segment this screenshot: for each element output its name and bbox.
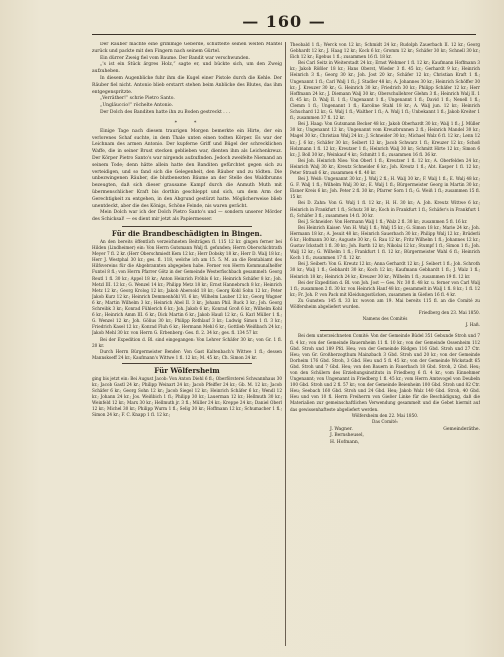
donation-list: Bei J. Haag: Von Gutsmann Becker 48 kr.; Jakob Oberhardt 30 kr.; Walj 1 fl.; J. Müller 30 kr.; Ungenannt 12 kr.; Ungenannt vom Kreuzbrunnen 2 fl.; Heinrich Mandel 30 kr.; Magel 30 kr.; Christian Walj 24 kr.; J. Schneider 30 kr.; Michael Walz 6 fl. 12 kr.; Lenn 12 kr.; J. 6 kr.; Schäfer 30 kr.; Seibert 12 kr.; Jacob Schwarz 1 fl.; Kreuzer 12 kr.; Schoß Holzmann 1 fl. 12 kr.; Kreutzer 1 fl.; Heinrich Walj 30 kr.; Schmitt Hirte 12 kr.; Simon 6 kr.; J. Boll 30 kr.; Weinkauf 4 kr.; Schmitt 1 fl.; zusammen 16 fl. 36 kr. [290, 121, 480, 157]
donation-list: ging bis jetzt ein: Bei August Jacob: Von Anton Diehl 6 fl.; Oberförsterei Schwannhaus 30 kr.; Jacob Gastl 24 kr.; Philipp Weinart 24 kr.; Jacob Pfeiffer 24 kr.; Gb. M. 12 kr.; Jacob Schäfer 6 kr.; Georg Sohn 12 kr.; Jacob Siegel 12 kr.; Heinrich Schäfer 6 kr.; Wendl 12 kr.; Johann 24 kr.; Jos. Weißbich 1 fl.; Philipp 30 kr.; Lauerman 12 kr.; Hellmuth 30 kr.; Weinfeld 12 kr.; Marx 30 kr.; Hellmuth jr. 3 fl.; Müller 24 kr.; Kreppe 24 kr.; Daniel Oberl 12 kr.; Michel 30 kr.; Philipp Wurm 1 fl.; Selig 30 kr.; Hoffmann 12 kr.; Schumacher 1 fl.; Simon 24 kr.; F. C. Knapp 1 fl. 12 kr.; [92, 375, 282, 418]
committee-signer: J. Haß. [465, 322, 480, 328]
story-paragraph: Der Dolch des Banditen hatte ihn zu Boden gestreckt . . . [100, 109, 231, 115]
notice-paragraph: Bei dem unterzeichneten Comité: Von der Gemeinde Büdel 351 Gebunde Stroh und 7 fl. 4 kr.; von der Gemeinde Bauernheim 11 fl. 10 kr.; von der Gemeinde Ossenheim 112 Gbd. Stroh und 189 Pfd. Heu; von der Gemeinde Rödgen 116 Gbd. Stroh und 27 Ctr. Heu; von Gr. Großherzogthum Mainzbach 3 Gbd. Stroh und 20 kr.; von der Gemeinde Dorheim 176 Gbd. Stroh, 3 Gbd. Heu und 5 fl. 45 kr.; von der Gemeinde Wickstadt 65 Gbd. Stroh und 7 Gbd. Heu; von den Bauern in Fauerbach 18 Gbd. Stroh, 2 Gbd. Heu; von den Schülern des Erziehungsinstituts in Friedberg 6 fl. 4 kr.; vom Einnehmer Ungenannt; von Ungenannt in Friedberg 1 fl. 45 kr.; vom Herrn Amtsvogel von Deubeln 100 Gbd. Stroh und 2 fl. 57 kr.; von der Gemeinde Beienheim 100 Gbd. Stroh und 82 Ctr. Heu; Seebach 160 Gbd. Stroh und 24 Gbd. Heu; Jakob Walz 140 Gbd. Stroh, 40 Gbd. Heu und von 10 fl. Herrn Freiherrn von Gießer Linke für die Beschädigung, daß die Materialien zur gemeinschaftlichen Verwendung gesammelt und die Gebet hiermit auf das gewissenhafteste abgeliefert werden. [290, 333, 480, 412]
story-paragraph: Ein dürrer Zweig fiel vom Baume. Der Bandit war verschwunden. [100, 55, 250, 61]
left-column [92, 42, 282, 646]
page-number: — 160 — [242, 12, 326, 31]
donation-note: Bei der Expedition d. Bl. sind eingegangen: Von Lehrer Schäfer 30 kr.; von Gr. 1 fl. 20 kr. [92, 336, 282, 348]
story-continuation [92, 42, 282, 224]
story-paragraph: Mein Dolch war ich der Dolch Pietro Santo's und — sondern unserer Mörder des Schicksal! — es dient mir jetzt als Papiermesser. [92, 210, 282, 223]
donation-list: An den bereits öffentlich verzeichneten Beiträgen fl. 115 12 kr. gingen ferner bei Hilden (Lindheimer) ein: Von Herrn Gutsmann Walj fl. gefunden; Herrn Oberschichtrath Meyer 7 fl. 2 kr. (Herr Oberschmiedt Kem 12 kr.; Herr Dobsky 18 kr.; Herr D. Walj 18 kr.; Herr J. Westphal 30 kr.; ges. fl. 118, welche ich am 15. 5. M. an die Rentabiamt des Hilfsvereins für die Abgebrannten abgegeben habe. Ferner von Herrn Kommunalhelfer Funtel 8 fl.; von Herrn Pfarrer Götz in der Gemeinde Westerfischbach gesammelt: Georg Reutl 1 fl. 30 kr.; Appel 18 kr.; Anton Heinrich Fröhls 6 kr.; Heinrich Schäfer 8 kr.; Joh. Metzl III. 12 kr.; G. Wenzel 14 kr.; Philipp Metz 18 kr.; Ernst Hannebruch 8 kr.; Heinrich Metz 12 kr.; Georg Krolog 12 kr.; Jakob Abersold 18 kr.; Georg Kohl Sohn 12 kr.; Peter Jakob Kurz 12 kr.; Heinrich Demmenhöhl VI. 6 kr.; Wilhelm Lauber 12 kr.; Georg Wagner 6 kr.; Martin Wilhelm 3 kr.; Heinrich Abel II. 3 kr.; Johann Phil. Ruck 3 kr.; Joh. Georg Schreibk 3 kr.; Konrad Fühlerich 6 kr.; Joh. Jakob 6 kr.; Konrad Groß 6 kr.; Wilhelm Kohl 6 kr.; Heinrich Amm III. 6 kr.; Dick Martin 6 kr.; Jakob Hauß 12 kr.; G. Karl Müller 1 fl.; G. Wenzel 12 kr.; Joh. Gölius 30 kr.; Philipp Rothlauf 3 kr.; Ludwig Simon 1 fl. 3 kr.; Friedrich Kasel 12 kr.; Konrad Fluh 6 kr.; Hermann Mehl 6 kr.; Gottlieb Weißbach 24 kr.; Jakob Mehl 30 kr. von Herrn G. Erbenberg: Ges. fl. 2. 34 kr.; ges. fl. 134 57 kr. [92, 239, 282, 336]
donation-note: Durch Herrn Bürgermeister Bender: Von Gast Kaltenbach's Wittwe 1 fl.; dessen Mannskoeff 24 kr.; Kaufmann's Wittwe 1 fl. 12 kr.; M. 45 kr.; Ch. Simon 24 kr. [92, 348, 282, 360]
header-rule [92, 34, 476, 35]
signer: H. Hofmann, [330, 439, 360, 445]
closing-committee-label: Das Comité: [372, 418, 398, 424]
section-woelfersheim [92, 366, 282, 419]
signer-role: Gemeinderäthe. [443, 426, 480, 432]
donation-list: Bei Joh. Heinrich Nies: Von Oberl 1 fl.; Kreutzer 1 fl. 12 kr.; A. Oberfelden 24 kr.; Heinrich Walj 30 kr.; Kreutz Schneider 6 kr.; Joh. Kreutz 1 fl.; Abt. Kasper 1 fl. 12 kr.; Peter Strauß 6 kr.; zusammen 4 fl. 40 kr. [290, 157, 480, 175]
story-paragraph: Einige Tage nach diesem traurigen Morgen bemerkte ein Hirte, der ein verlorenes Schaf suchte, in dem Thale unten einen todten Körper. Es war der Leichnam des armen Antonio. Der kupferne Griff und Bügel der schrecklichen Waffe, die in seiner Brust stecken geblieben war, dienten ihm als Leichenkreuz. Der Körper Pietro Santo's war nirgends aufzufinden. Jedoch zweifelte Niemand an seinem Tode; denn hätte allein hatte den Banditen gefürchtet gegen sich zu verteidigen, und so fand sich die Gelegenheit, den Räuber und zu tödten. Die unbezwingenen Räuber, die blutbenezten Bäume an der Stelle des Waldbrunns bezeugten, daß sich dieser grausame Kampf durch die Anmuth Muth mit übermenschlicher Kraft bis dorthin geschleppt und sich, um dem Arm der Gerechtigkeit zu entgehen, in den Abgrund gestürzt hatte. Möglicherweise blieb unentdeckt, aber die des Königs, Schöne Feinde, nis waren gerächt. [92, 128, 282, 209]
signer: J. Bernsheusel, [330, 433, 364, 439]
story-paragraph: „'s ist ein Stück ärgres Holz,“ sagte er, und bückte sich, um den Zweig aufzuheben. [92, 62, 282, 75]
notice-dateline: Wölfersheim den 22. Mai 1850. [351, 412, 419, 418]
signature-block [290, 427, 480, 446]
story-paragraph: „Verräther!“ schrie Pietro Santo. [100, 96, 175, 102]
donation-list: Bei J. Schneider: Von Hermann Walj 1 fl.; Walz 2 fl. 30 kr.; zusammen 5 fl. 16 kr. [298, 218, 468, 224]
signer-names [330, 427, 364, 446]
donation-summary: Zu Gunsten: 145 fl. 33 kr. wovon am 19. Mai bereits 115 fl. an die Comité zu Wölfersheim abgeliefert wurden. [290, 297, 480, 310]
thanks-notice [290, 333, 480, 446]
section-title: Für Wölfersheim [154, 365, 220, 375]
section-rule [122, 363, 252, 364]
donation-list: Theobald 1 fl.; Werck von 12 kr.; Schmidt 24 kr.; Rudolph Zauerbach II. 12 kr.; Georg Gebhardt 12 kr.; J. Haag 12 kr.; Kock 6 kr.; Gromm 12 kr.; Schäfer 30 kr.; Schnell 30 kr.; Eich 12 kr.; Egebus 1 fl.; zusammen 16 fl. 18 kr. [290, 42, 480, 60]
page-header [92, 12, 476, 32]
column-divider [285, 42, 286, 646]
section-rule [122, 226, 252, 227]
story-paragraph: Der Räuber machte eine grimmige Geberde, schüttelte seinen weiten Mantel zurück und packte mit den Fingern nach seinem Gürtel. [92, 42, 282, 54]
donation-list: Bei Heinrich Kaiser: Von H. Walj 1 fl.; Walj 15 kr.; G. Simon 18 kr.; Marie 24 kr.; Joh. Hermann 18 kr.; A. Jesuit 48 kr.; Heinrich Sauerbach 30 kr.; Philipp Walj 12 kr.; Brüderli 6 kr.; Hofmann 30 kr.; Auguste 30 kr.; G. Rau 12 kr.; Fritz Wilhelm 1 fl.; Johannes 12 kr.; Gustav Ickstadt 1 fl. 30 kr.; Joh. Barth 12 kr.; Nikolai 12 kr.; Stumpf 1 fl.; Simon 1 fl.; Joh. Walj 12 kr.; G. Wilhelm 1 fl.; Frankfurt 1 fl. 12 kr.; Bürgermeister Wahl 6 fl.; Heinrich Koch 1 fl.; zusammen 17 fl. 12 kr. [290, 224, 480, 261]
donation-list: Bei D. Zahn: Von G. Walj 1 fl. 12 kr.; H. H. 30 kr.; A. Joh. Kreutz Wittwe 6 kr.; Heinrich in Frankfurt 1 fl.; Schutz 30 kr.; Koch in Frankfurt 1 fl.; Schäfer's in Frankfurt 1 fl.; Schäfer 3 fl.; zusammen 14 fl. 30 kr. [290, 200, 480, 218]
donation-list: Bei Carl Seitz in Weiterstadt 24 kr.; Ernst Wehmer 1 fl. 12 kr.; Kaufmann Hoffmann 3 kr.; Jakob Rößler 18 kr.; Hans Oberst, Wieder 3 fl. 45 kr.; Gerhardt 9 kr.; Heinrich Heinrich 3 fl.; Georg 30 kr.; Joh. Jost 20 kr.; Schäfer 12 kr.; Christian Kraft 1 fl.; Ungenannt 1 fl.; Carl Walj 1 fl.; J. Stadler 48 kr.; A. Johannes 30 kr.; Heinrich Schöffer 30 kr.; J. Kreuzer 30 kr.; G. Heinrich 30 kr.; Friedrich 30 kr.; Philipp Schäfer 12 kr.; Herr Hoffmann 24 kr.; J. Diemann Walj 30 kr.; Oberschullehrer Glehm 3 fl.; Heinrich Walj II. 1 fl. 45 kr.; D. Walj II. 1 fl.; Ungenannt 1 fl.; Ungenannt 1 fl.; David 1 fl.; Nenell 1 fl.; Clemm 1 fl.; Ungenannt 1 fl.; Karoline Stahl 18 kr.; A. Walj jun. 12 kr.; Heinrich Schuchard 12 kr.; G. Walj 1 fl.; Walther 1 fl.; A. Walj 1 fl.; Unbekannt 1 fl.; Jakob Kreiter 1 fl.; zusammen 37 fl. 12 kr. [290, 60, 480, 121]
story-paragraph: In diesem Augenblicke fuhr ihm die Kugel einer Pistole durch die Kehle. Der Räuber fiel nicht. Antonio blieb erstarrt stehen beim Anblicke des Blutes, das ihm entgegenspritzte. [92, 75, 282, 95]
story-paragraph: „Ungläuccio!“ röchelte Antonio. [100, 103, 173, 109]
donation-list: Bei der Expedition d. Bl. von Joh. Jost — Ges. Nr. 30 fl. 48 kr. u. ferner von Carl Walj 1 fl.; zusammen 2 fl. 30 kr. von Heinrich Hanf 48 kr.; gesammelt in Walj 1 fl. 8 kr.; 1 fl. 12 kr.; Fr. Joh. P. von Pack mit Kleidungsstücken, zusammen in Gießen 16 fl. 4 kr. [290, 279, 480, 297]
donation-list: Bei J. Seibert: Von G. Kreutz 12 kr.; Anna Gerhardt 12 kr.; J. Seibert 1 fl.; Joh. Schroth 30 kr.; Walj 1 fl.; Gebhardt 30 kr.; Koch 12 kr.; Kaufmann Gebhardt 1 fl.; J. Walz 1 fl.; Heinrich 18 kr.; Heinrich 24 kr.; Kreuzer 30 kr.; Wilhelm 1 fl.; zusammen 19 fl. 12 kr. [290, 261, 480, 279]
section-title: Für die Brandbeschädigten in Bingen. [111, 229, 263, 239]
section-bingen [92, 229, 282, 361]
story-separator: * * [174, 119, 200, 126]
committee-label: Namens des Comités [362, 316, 408, 322]
signer: J. Wagner. [330, 426, 353, 432]
donation-list: Bei J. Weiß: Ungenannt 30 kr.; J. Walj 2 fl.; H. Walj 30 kr.; F. Walj 1 fl.; E. Walj 48 kr.; G. F. Walj 1 fl.; Wilhelm Walj 30 kr.; E. Walj 1 fl.; Bürgermeister Georg in Martin 30 kr.; Eisner Kreis 6 kr.; Joh. Peter 2 fl. 30 kr.; Pfarrer Sorn 1 fl.; G. Weiß 1 fl.; zusammen 15 fl. 15 kr. [290, 176, 480, 200]
section-rule [320, 330, 450, 331]
right-column [290, 42, 480, 646]
dateline: Friedberg den 23. Mai 1850. [418, 310, 480, 316]
